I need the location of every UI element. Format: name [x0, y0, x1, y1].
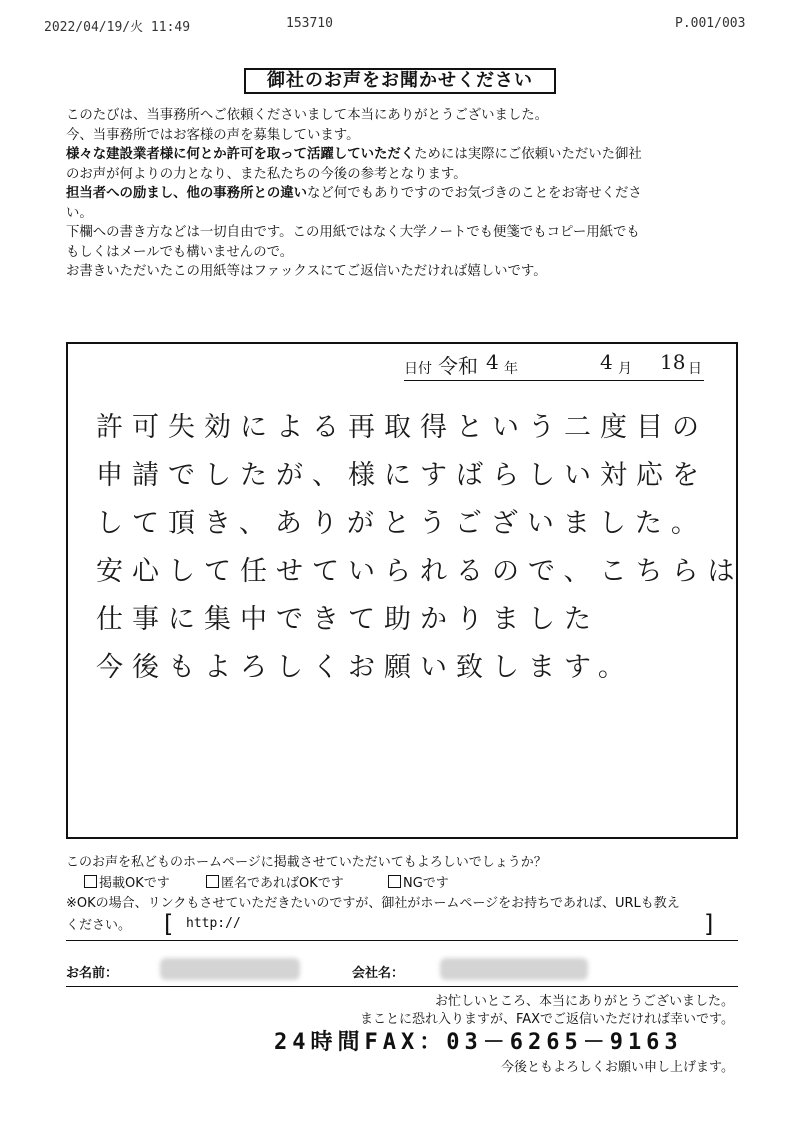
intro-line: 下欄への書き方などは一切自由です。この用紙ではなく大学ノートでも便箋でもコピー用紙でも — [66, 225, 640, 240]
company-label: 会社名： — [352, 966, 405, 981]
fax-number: 153710 — [286, 16, 333, 31]
intro-line — [66, 145, 746, 165]
checkbox-icon[interactable] — [206, 875, 219, 888]
intro-line: お書きいただいたこの用紙等はファックスにてご返信いただければ嬉しいです。 — [66, 264, 547, 279]
date-year-unit: 年 — [504, 361, 518, 377]
fax-page: P.001/003 — [675, 16, 746, 31]
url-field[interactable]: http:// — [186, 916, 241, 931]
date-day-unit: 日 — [688, 361, 702, 377]
checkbox-icon[interactable] — [388, 875, 401, 888]
date-year: 4 — [486, 350, 499, 374]
intro-text — [66, 106, 746, 282]
date-month: 4 — [600, 350, 613, 374]
url-note-line: ください。 — [66, 918, 132, 933]
message-line: 申請でしたが、様にすばらしい対応を — [96, 460, 708, 491]
date-month-unit: 月 — [618, 361, 632, 377]
intro-line: のお声が何よりの力となり、また私たちの今後の参考となります。 — [66, 166, 467, 182]
closing-line: 今後ともよろしくお願い申し上げます。 — [501, 1060, 734, 1075]
divider — [66, 940, 738, 941]
message-line: 許可失効による再取得という二度目の — [96, 412, 708, 443]
intro-text-span: など何でもありですのでお気づきのことをお寄せくださ — [307, 186, 642, 201]
intro-line — [66, 184, 746, 204]
intro-text-span: ためには実際にご依頼いただいた御社 — [414, 147, 642, 162]
intro-emphasis: 様々な建設業者様に何とか許可を取って活躍していただく — [66, 147, 415, 162]
thanks-line: お忙しいところ、本当にありがとうございました。 — [434, 994, 734, 1009]
form-title: 御社のお声をお聞かせください — [244, 68, 556, 94]
date-day: 18 — [660, 350, 686, 374]
url-note-line: ※OKの場合、リンクもさせていただきたいのですが、御社がホームページをお持ちであれば、URLも教え — [66, 896, 680, 911]
message-line: 今後もよろしくお願い致します。 — [96, 652, 634, 683]
checkbox-publish-ok[interactable] — [84, 872, 170, 891]
option-label: NGです — [403, 876, 449, 891]
date-label: 日付 — [404, 361, 432, 377]
date-era: 令和 — [438, 354, 478, 378]
handwritten-message — [96, 404, 744, 692]
option-label: 掲載OKです — [99, 876, 170, 891]
checkbox-icon[interactable] — [84, 875, 97, 888]
intro-line: 今、当事務所ではお客様の声を募集しています。 — [66, 127, 360, 143]
name-redacted — [160, 958, 300, 980]
checkbox-ng[interactable] — [388, 872, 449, 891]
bracket-right-icon: ] — [704, 910, 714, 938]
thanks-line: まことに恐れ入りますが、FAXでご返信いただければ幸いです。 — [359, 1012, 734, 1027]
intro-emphasis: 担当者への励まし、他の事務所との違い — [66, 186, 308, 201]
fax-number-large: 24時間FAX：03－6265－9163 — [274, 1030, 683, 1055]
intro-line: このたびは、当事務所へご依頼くださいまして本当にありがとうございました。 — [66, 108, 549, 123]
divider — [66, 986, 738, 987]
bracket-left-icon: [ — [164, 910, 174, 938]
message-line: 安心して任せていられるので、こちらは — [96, 556, 744, 587]
consent-question: このお声を私どものホームページに掲載させていただいてもよろしいでしょうか？ — [66, 855, 547, 870]
company-redacted — [440, 958, 588, 980]
intro-line: もしくはメールでも構いませんので。 — [66, 244, 294, 260]
option-label: 匿名であればOKです — [221, 876, 344, 891]
checkbox-anonymous-ok[interactable] — [206, 872, 344, 891]
fax-datetime: 2022/04/19/火 11:49 — [44, 20, 191, 35]
message-line: して頂き、ありがとうございました。 — [96, 508, 707, 539]
intro-line: い。 — [66, 205, 93, 221]
message-line: 仕事に集中できて助かりました — [96, 604, 600, 635]
name-label: お名前： — [66, 966, 119, 981]
